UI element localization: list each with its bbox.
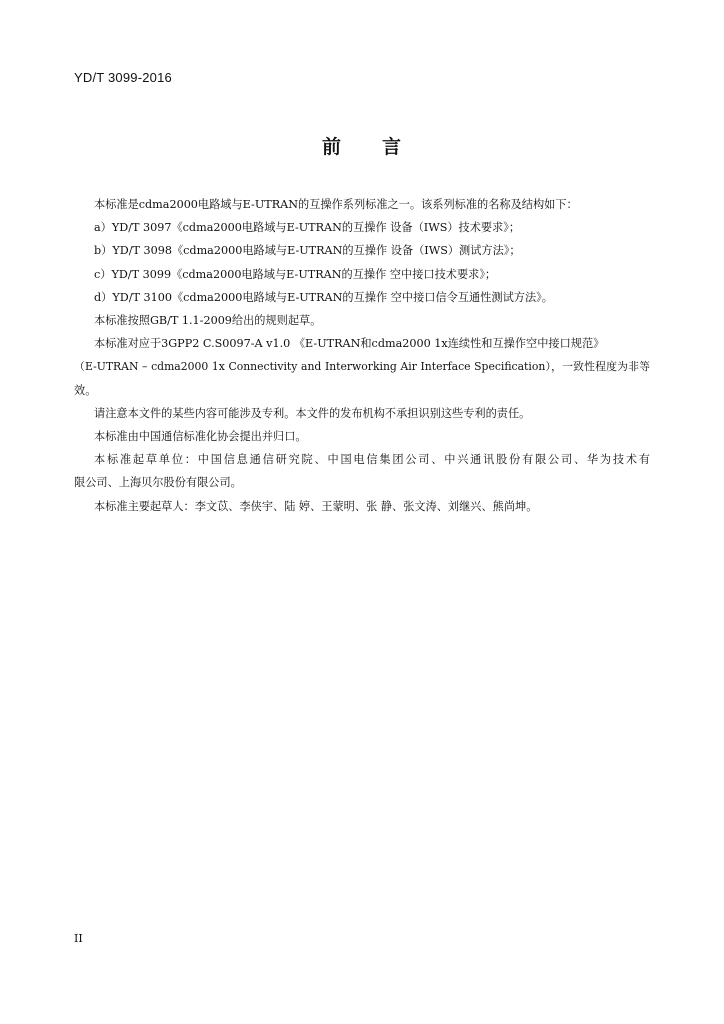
intro-paragraph: 本标准是cdma2000电路域与E-UTRAN的互操作系列标准之一。该系列标准的名称及结构如下： bbox=[94, 198, 578, 211]
foreword-body bbox=[74, 193, 650, 518]
list-item: d）YD/T 3100《cdma2000电路域与E-UTRAN的互操作 空中接口信令互通性测试方法》。 bbox=[94, 290, 553, 304]
correspondence-paragraph-line-2: （E-UTRAN – cdma2000 1x Connectivity and Interworking Air Interface Specification），一致性程度为非等 bbox=[74, 360, 650, 374]
title-char-1: 前 bbox=[321, 136, 342, 158]
document-number: YD/T 3099-2016 bbox=[74, 70, 172, 85]
list-item: b）YD/T 3098《cdma2000电路域与E-UTRAN的互操作 设备（IWS）测试方法》； bbox=[94, 244, 521, 258]
list-item: c）YD/T 3099《cdma2000电路域与E-UTRAN的互操作 空中接口技术要求》； bbox=[94, 267, 497, 281]
correspondence-paragraph-line-3: 效。 bbox=[74, 383, 97, 397]
drafting-units-line-1: 本标准起草单位：中国信息通信研究院、中国电信集团公司、中兴通讯股份有限公司、华为技术有 bbox=[94, 453, 650, 467]
page-number: II bbox=[74, 932, 83, 945]
proposer-paragraph: 本标准由中国通信标准化协会提出并归口。 bbox=[94, 430, 307, 444]
list-item: a）YD/T 3097《cdma2000电路域与E-UTRAN的互操作 设备（IWS）技术要求》； bbox=[94, 221, 521, 235]
correspondence-paragraph-line-1: 本标准对应于3GPP2 C.S0097-A v1.0 《E-UTRAN和cdma2000 1x连续性和互操作空中接口规范》 bbox=[94, 337, 605, 351]
title-char-2: 言 bbox=[382, 136, 403, 158]
page-title bbox=[0, 132, 724, 159]
drafters-paragraph: 本标准主要起草人：李文苡、李侠宇、陆 婷、王蒙明、张 静、张文涛、刘继兴、熊尚坤。 bbox=[94, 499, 538, 513]
patent-notice-paragraph: 请注意本文件的某些内容可能涉及专利。本文件的发布机构不承担识别这些专利的责任。 bbox=[94, 406, 531, 420]
drafting-rule-paragraph: 本标准按照GB/T 1.1-2009给出的规则起草。 bbox=[94, 314, 322, 328]
drafting-units-line-2: 限公司、上海贝尔股份有限公司。 bbox=[74, 476, 242, 490]
